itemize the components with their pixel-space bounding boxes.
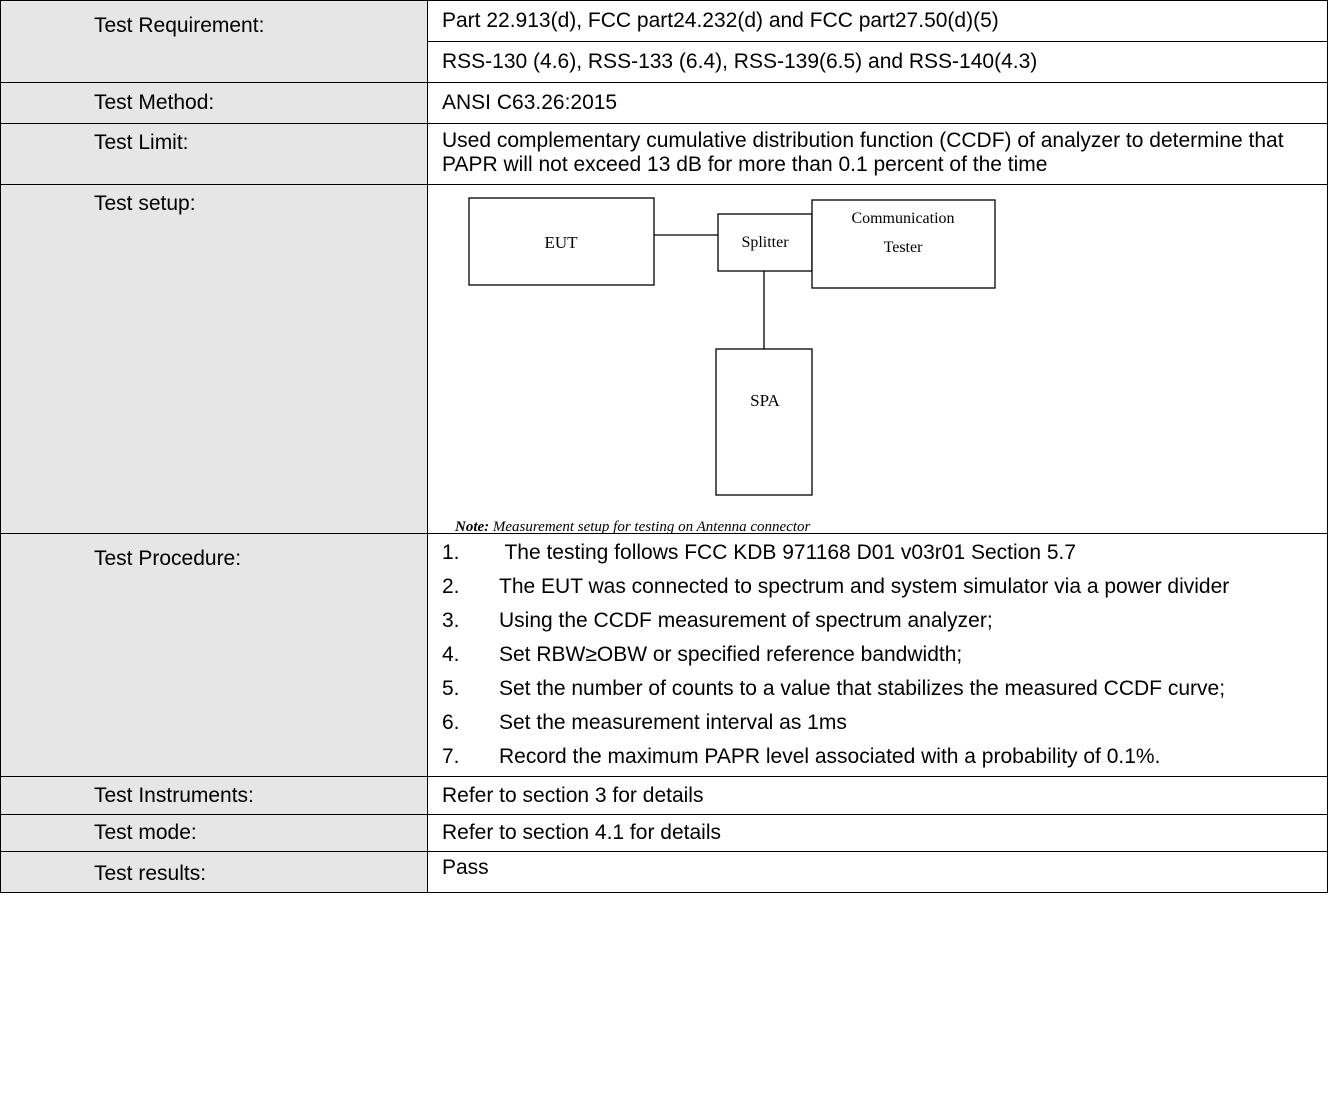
requirement-line-2: RSS-130 (4.6), RSS-133 (6.4), RSS-139(6.5) and RSS-140(4.3) bbox=[428, 41, 1327, 82]
row-label: Test Requirement: bbox=[94, 14, 265, 37]
row-test-instruments bbox=[1, 777, 1328, 815]
step-number: 1. bbox=[442, 541, 460, 564]
list-item bbox=[428, 604, 1327, 638]
row-test-limit bbox=[1, 124, 1328, 185]
row-label: Test Method: bbox=[94, 91, 215, 114]
step-text: Record the maximum PAPR level associated with a probability of 0.1%. bbox=[499, 745, 1161, 768]
note-text: Measurement setup for testing on Antenna connector bbox=[489, 519, 811, 533]
value-cell bbox=[428, 852, 1328, 893]
procedure-list bbox=[428, 534, 1327, 776]
label-cell bbox=[1, 1, 428, 83]
row-test-results bbox=[1, 852, 1328, 893]
label-cell bbox=[1, 815, 428, 852]
row-test-requirement bbox=[1, 1, 1328, 83]
label-cell bbox=[1, 534, 428, 777]
step-number: 6. bbox=[442, 711, 460, 734]
splitter-label: Splitter bbox=[741, 234, 789, 251]
label-cell bbox=[1, 83, 428, 124]
label-cell bbox=[1, 777, 428, 815]
list-item bbox=[428, 536, 1327, 570]
step-number: 5. bbox=[442, 677, 460, 700]
value-cell bbox=[428, 815, 1328, 852]
step-text: Set the number of counts to a value that stabilizes the measured CCDF curve; bbox=[499, 677, 1226, 700]
step-number: 7. bbox=[442, 745, 460, 768]
label-cell bbox=[1, 185, 428, 534]
instruments-value: Refer to section 3 for details bbox=[442, 784, 704, 807]
step-text: Set RBW≥OBW or specified reference bandwidth; bbox=[499, 643, 963, 666]
limit-value: Used complementary cumulative distribution function (CCDF) of analyzer to determine that PAPR will not exceed 13 dB for more than 0.1 percent of the time bbox=[442, 129, 1284, 176]
row-label: Test setup: bbox=[94, 192, 196, 215]
row-label: Test mode: bbox=[94, 821, 197, 844]
row-test-method bbox=[1, 83, 1328, 124]
setup-diagram bbox=[428, 185, 1327, 533]
row-label: Test Procedure: bbox=[94, 547, 242, 570]
value-cell bbox=[428, 534, 1328, 777]
value-cell bbox=[428, 83, 1328, 124]
list-item bbox=[428, 570, 1327, 604]
requirement-line-1: Part 22.913(d), FCC part24.232(d) and FCC part27.50(d)(5) bbox=[442, 9, 999, 32]
list-item bbox=[428, 706, 1327, 740]
mode-value: Refer to section 4.1 for details bbox=[442, 821, 721, 844]
spa-label: SPA bbox=[750, 391, 780, 410]
setup-note bbox=[454, 519, 811, 533]
value-cell bbox=[428, 124, 1328, 185]
spa-box bbox=[716, 349, 812, 495]
value-cell bbox=[428, 777, 1328, 815]
row-label: Test Instruments: bbox=[94, 784, 254, 807]
list-item bbox=[428, 672, 1327, 706]
method-value: ANSI C63.26:2015 bbox=[442, 91, 618, 114]
step-text: The testing follows FCC KDB 971168 D01 v03r01 Section 5.7 bbox=[499, 541, 1077, 564]
value-cell bbox=[428, 1, 1328, 83]
results-value: Pass bbox=[442, 856, 489, 879]
row-test-setup bbox=[1, 185, 1328, 534]
step-number: 3. bbox=[442, 609, 460, 632]
eut-label: EUT bbox=[544, 233, 578, 252]
list-item bbox=[428, 740, 1327, 774]
step-text: Set the measurement interval as 1ms bbox=[499, 711, 847, 734]
step-text: Using the CCDF measurement of spectrum analyzer; bbox=[499, 609, 993, 632]
row-label: Test results: bbox=[94, 862, 207, 885]
step-number: 4. bbox=[442, 643, 460, 666]
step-text: The EUT was connected to spectrum and system simulator via a power divider bbox=[499, 575, 1230, 598]
step-number: 2. bbox=[442, 575, 460, 598]
row-test-procedure bbox=[1, 534, 1328, 777]
setup-diagram-svg bbox=[428, 185, 1328, 533]
tester-label-2: Tester bbox=[883, 239, 923, 256]
row-test-mode bbox=[1, 815, 1328, 852]
label-cell bbox=[1, 124, 428, 185]
row-label: Test Limit: bbox=[94, 131, 189, 154]
note-label: Note: bbox=[455, 519, 490, 533]
tester-label-1: Communication bbox=[851, 210, 955, 227]
value-cell bbox=[428, 185, 1328, 534]
list-item bbox=[428, 638, 1327, 672]
label-cell bbox=[1, 852, 428, 893]
